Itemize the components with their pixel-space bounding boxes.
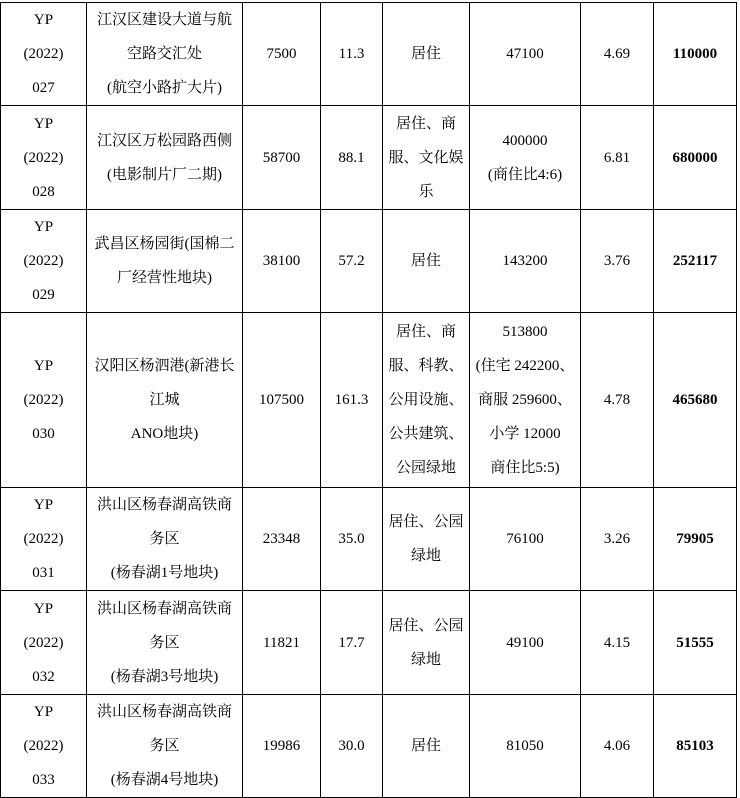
cell-line: 空路交汇处 [126, 46, 202, 62]
cell-content [654, 626, 736, 660]
cell-line: YP [33, 115, 54, 132]
cell-content [321, 141, 382, 175]
cell-content [321, 383, 382, 417]
cell-line: (2022) [23, 634, 64, 651]
cell-line: 居住、公园 [388, 514, 464, 530]
cell-line: 11.3 [338, 46, 365, 62]
cell-content [87, 3, 242, 105]
cell-use [383, 488, 470, 591]
cell-use [383, 591, 470, 695]
cell-area [243, 210, 321, 313]
cell-line: 务区 [149, 738, 180, 754]
cell-content [654, 244, 736, 278]
cell-line: 公共建筑、 [388, 426, 464, 442]
cell-line: 厂经营性地块) [117, 270, 212, 286]
cell-line: 3.76 [603, 253, 631, 269]
cell-line: 武昌区杨园街(国棉二 [94, 236, 235, 252]
cell-content [581, 522, 653, 556]
cell-content [470, 626, 580, 660]
cell-line: 57.2 [338, 253, 365, 269]
cell-line: YP [33, 358, 54, 374]
cell-line: 79905 [676, 531, 714, 547]
cell-line: 商住比5:5) [490, 460, 560, 476]
cell-building [470, 3, 581, 106]
cell-content [1, 107, 86, 209]
cell-content [581, 383, 653, 417]
cell-content [654, 383, 736, 417]
cell-line: (电影制片厂二期) [107, 166, 222, 183]
cell-area [243, 591, 321, 695]
cell-location [87, 3, 243, 106]
cell-line: 3.26 [603, 531, 631, 547]
cell-id [1, 210, 87, 313]
cell-content [321, 729, 382, 763]
table-row [1, 3, 737, 106]
cell-line: 6.81 [603, 149, 631, 166]
cell-content [654, 729, 736, 763]
cell-id [1, 695, 87, 798]
cell-use [383, 210, 470, 313]
cell-content [87, 695, 242, 797]
cell-content [581, 626, 653, 660]
cell-line: YP [33, 12, 54, 28]
cell-use [383, 313, 470, 488]
cell-line: (2022) [23, 531, 64, 547]
cell-content [581, 729, 653, 763]
cell-line: 洪山区杨春湖高铁商 [96, 497, 232, 513]
cell-content [321, 244, 382, 278]
cell-building [470, 106, 581, 210]
cell-location [87, 488, 243, 591]
cell-price [654, 488, 737, 591]
cell-line: 81050 [506, 738, 544, 754]
cell-ratio [581, 488, 654, 591]
cell-location [87, 210, 243, 313]
cell-line: 19986 [262, 738, 301, 754]
cell-building [470, 591, 581, 695]
cell-line: 江汉区建设大道与航 [96, 12, 232, 28]
cell-line: 110000 [672, 46, 718, 62]
cell-line: 居住、商 [395, 324, 456, 340]
cell-line: 88.1 [338, 149, 365, 166]
cell-metric [321, 591, 383, 695]
cell-line: 032 [32, 668, 55, 685]
cell-line: (2022) [23, 392, 64, 408]
cell-id [1, 591, 87, 695]
cell-metric [321, 210, 383, 313]
cell-line: 143200 [502, 253, 548, 269]
cell-line: 公园绿地 [395, 460, 456, 476]
cell-line: (2022) [23, 253, 64, 269]
cell-area [243, 3, 321, 106]
cell-line: (杨春湖4号地块) [110, 772, 219, 788]
cell-metric [321, 106, 383, 210]
cell-content [1, 349, 86, 451]
cell-content [87, 349, 242, 451]
cell-content [654, 522, 736, 556]
cell-content [383, 729, 469, 763]
cell-line: 400000 [502, 132, 548, 149]
cell-line: 513800 [502, 324, 548, 340]
cell-content [87, 488, 242, 590]
cell-line: 107500 [259, 392, 304, 408]
cell-price [654, 591, 737, 695]
cell-line: 11821 [263, 634, 300, 651]
cell-content [470, 522, 580, 556]
cell-content [321, 522, 382, 556]
cell-content [87, 592, 242, 694]
cell-content [1, 592, 86, 694]
cell-line: 17.7 [338, 634, 365, 651]
cell-content [470, 124, 580, 192]
cell-area [243, 695, 321, 798]
cell-price [654, 3, 737, 106]
cell-line: 23348 [262, 531, 301, 547]
cell-content [383, 244, 469, 278]
cell-building [470, 695, 581, 798]
cell-line: 252117 [672, 253, 718, 269]
cell-ratio [581, 106, 654, 210]
cell-content [243, 626, 320, 660]
cell-line: 洪山区杨春湖高铁商 [96, 704, 232, 720]
cell-id [1, 488, 87, 591]
cell-line: (2022) [23, 46, 64, 62]
cell-line: (商住比4:6) [487, 166, 563, 183]
cell-content [1, 210, 86, 312]
cell-location [87, 313, 243, 488]
cell-line: 35.0 [338, 531, 365, 547]
cell-location [87, 106, 243, 210]
cell-line: YP [33, 219, 54, 235]
cell-ratio [581, 3, 654, 106]
cell-line: 58700 [262, 149, 301, 166]
cell-building [470, 313, 581, 488]
cell-line: YP [33, 497, 54, 513]
cell-line: 4.69 [603, 46, 631, 62]
cell-line: 小学 12000 [489, 426, 561, 442]
cell-line: 029 [32, 287, 55, 303]
cell-line: 38100 [262, 253, 301, 269]
cell-metric [321, 488, 383, 591]
cell-line: 商服 259600、 [478, 392, 572, 408]
cell-line: 汉阳区杨泗港(新港长 [94, 358, 235, 374]
cell-ratio [581, 591, 654, 695]
cell-line: 江汉区万松园路西侧 [96, 132, 232, 149]
cell-line: 绿地 [410, 651, 441, 668]
cell-price [654, 695, 737, 798]
cell-line: 033 [32, 772, 55, 788]
cell-line: 乐 [418, 183, 434, 200]
cell-line: 7500 [266, 46, 297, 62]
cell-building [470, 488, 581, 591]
cell-line: 江城 [149, 392, 180, 408]
land-parcel-table-body [1, 3, 737, 798]
cell-area [243, 488, 321, 591]
cell-line: ANO地块) [130, 426, 199, 442]
cell-content [470, 315, 580, 485]
cell-line: 161.3 [334, 392, 369, 408]
cell-line: 465680 [672, 392, 718, 408]
cell-ratio [581, 210, 654, 313]
cell-price [654, 210, 737, 313]
cell-line: (2022) [23, 149, 64, 166]
cell-content [383, 37, 469, 71]
cell-line: 居住 [410, 253, 441, 269]
cell-line: (杨春湖1号地块) [110, 565, 219, 581]
cell-line: 服、文化娱 [388, 149, 464, 166]
cell-content [383, 505, 469, 573]
cell-id [1, 3, 87, 106]
cell-line: (航空小路扩大片) [107, 80, 222, 96]
cell-content [243, 729, 320, 763]
cell-line: (住宅 242200、 [475, 358, 575, 374]
cell-line: 服、科教、 [388, 358, 464, 374]
table-row [1, 106, 737, 210]
cell-line: 居住 [410, 738, 441, 754]
cell-line: YP [33, 704, 54, 720]
cell-id [1, 313, 87, 488]
cell-line: 027 [32, 80, 55, 96]
cell-line: 30.0 [338, 738, 365, 754]
cell-ratio [581, 695, 654, 798]
cell-content [654, 141, 736, 175]
cell-use [383, 3, 470, 106]
cell-metric [321, 695, 383, 798]
cell-content [581, 37, 653, 71]
cell-line: 49100 [506, 634, 544, 651]
cell-content [321, 37, 382, 71]
cell-line: 4.78 [603, 392, 631, 408]
cell-content [321, 626, 382, 660]
cell-line: 028 [32, 183, 55, 200]
cell-content [1, 488, 86, 590]
cell-metric [321, 313, 383, 488]
cell-line: 85103 [676, 738, 714, 754]
cell-line: 务区 [149, 531, 180, 547]
cell-content [654, 37, 736, 71]
cell-content [470, 729, 580, 763]
table-row [1, 695, 737, 798]
cell-line: 居住、公园 [388, 617, 464, 634]
table-row [1, 488, 737, 591]
cell-line: 居住 [410, 46, 441, 62]
cell-line: YP [33, 600, 54, 617]
cell-line: 51555 [676, 634, 714, 651]
cell-building [470, 210, 581, 313]
cell-line: 公用设施、 [388, 392, 464, 408]
cell-metric [321, 3, 383, 106]
cell-content [243, 522, 320, 556]
cell-id [1, 106, 87, 210]
cell-content [470, 244, 580, 278]
cell-line: 47100 [506, 46, 544, 62]
cell-content [87, 124, 242, 192]
land-parcel-table [0, 2, 737, 798]
cell-content [243, 141, 320, 175]
cell-content [1, 3, 86, 105]
cell-price [654, 106, 737, 210]
cell-area [243, 106, 321, 210]
cell-line: 4.15 [603, 634, 631, 651]
cell-content [87, 227, 242, 295]
cell-content [1, 695, 86, 797]
cell-content [383, 315, 469, 485]
cell-content [581, 141, 653, 175]
cell-content [243, 244, 320, 278]
table-row [1, 591, 737, 695]
cell-content [581, 244, 653, 278]
cell-line: 4.06 [603, 738, 631, 754]
cell-line: 76100 [506, 531, 544, 547]
cell-content [243, 37, 320, 71]
cell-price [654, 313, 737, 488]
cell-use [383, 695, 470, 798]
cell-line: (杨春湖3号地块) [110, 668, 219, 685]
cell-line: 务区 [149, 634, 180, 651]
cell-content [470, 37, 580, 71]
table-row [1, 210, 737, 313]
cell-content [383, 609, 469, 677]
cell-use [383, 106, 470, 210]
table-row [1, 313, 737, 488]
cell-line: 030 [32, 426, 55, 442]
cell-line: 031 [32, 565, 55, 581]
cell-area [243, 313, 321, 488]
cell-location [87, 695, 243, 798]
cell-line: 洪山区杨春湖高铁商 [96, 600, 232, 617]
cell-content [383, 107, 469, 209]
cell-location [87, 591, 243, 695]
cell-line: 居住、商 [395, 115, 456, 132]
cell-line: 绿地 [410, 548, 441, 564]
cell-line: 680000 [672, 149, 718, 166]
cell-ratio [581, 313, 654, 488]
cell-content [243, 383, 320, 417]
cell-line: (2022) [23, 738, 64, 754]
